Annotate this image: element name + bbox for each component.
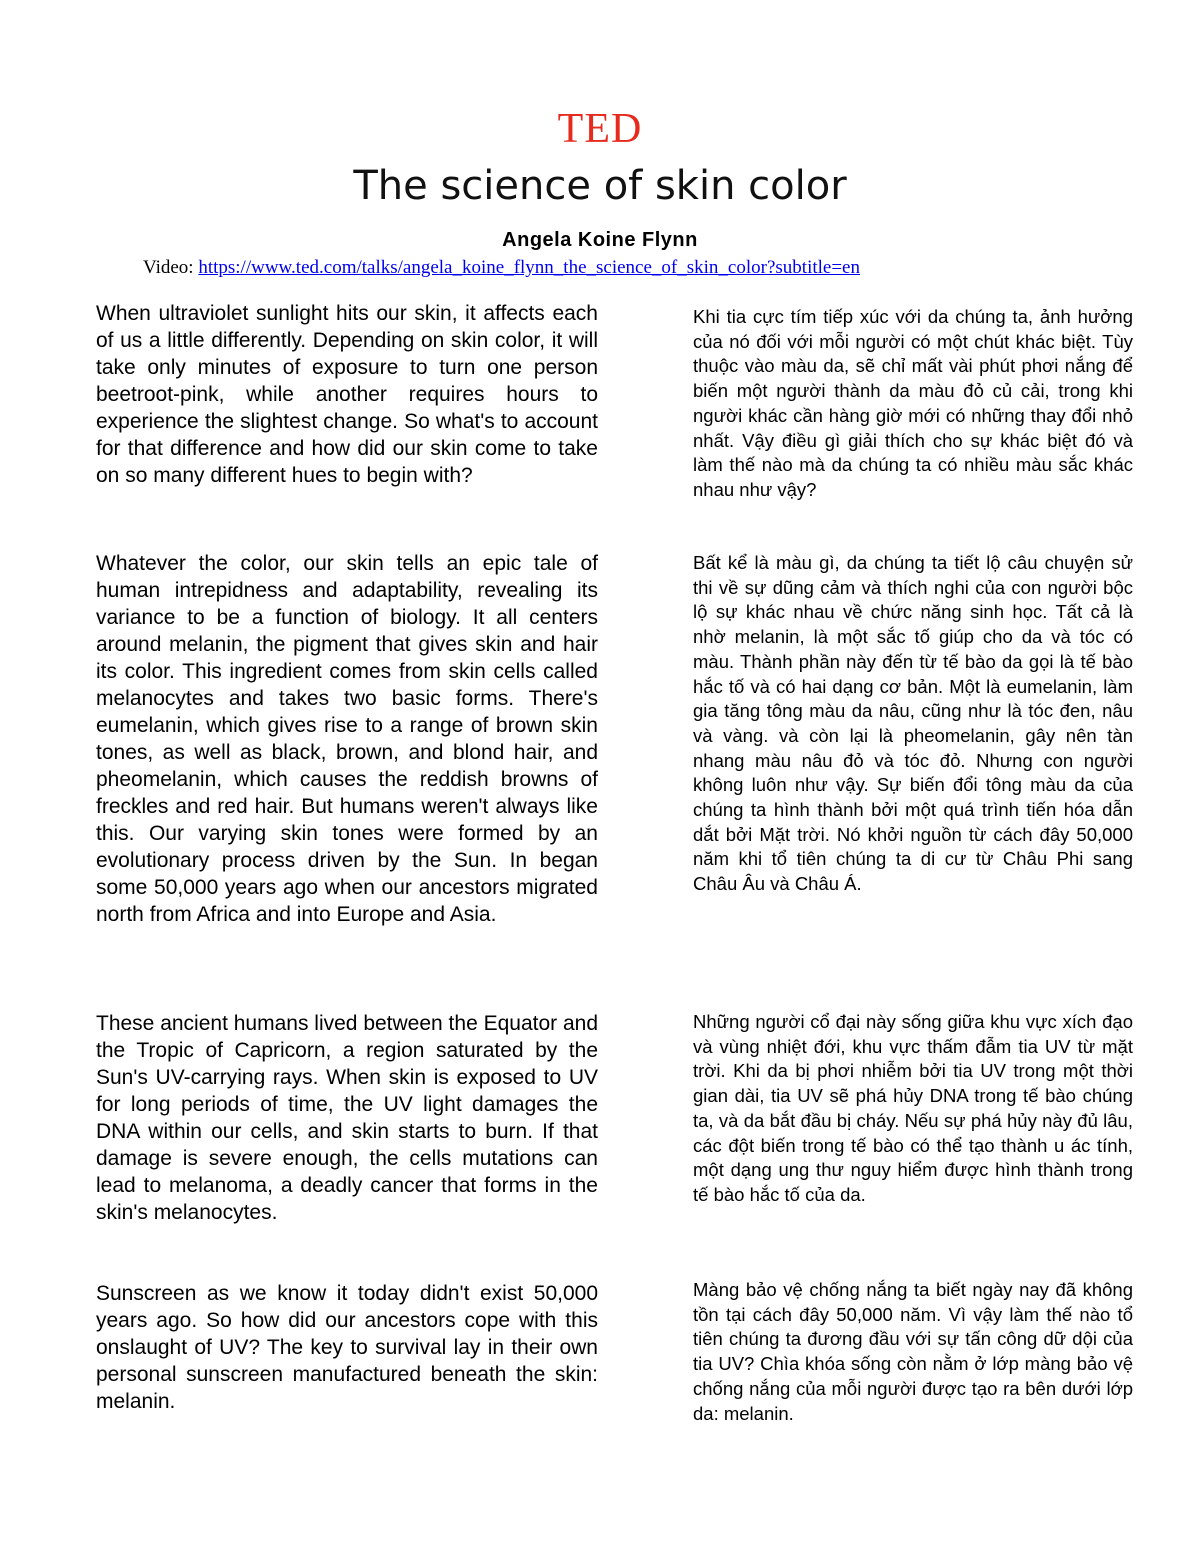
vietnamese-paragraph-4: Màng bảo vệ chống nắng ta biết ngày nay đã không tồn tại cách đây 50,000 năm. Vì vậy làm thế nào tổ tiên chúng ta đương đầu với sự tấn công dữ dội của tia UV? Chìa khóa sống còn nằm ở lớp màng bảo vệ chống nắng của mỗi người được tạo ra bên dưới lớp da: melanin.	[693, 1279, 1133, 1424]
video-label: Video:	[143, 257, 199, 278]
english-paragraph-1: When ultraviolet sunlight hits our skin, it affects each of us a little differently. Depending on skin color, it will take only minutes of exposure to turn one person beetroot-pink, while another requires hours to experience the slightest change. So what's to account for that difference and how did our skin come to take on so many different hues to begin with?	[96, 302, 598, 487]
english-paragraph-4: Sunscreen as we know it today didn't exist 50,000 years ago. So how did our ancestors cope with this onslaught of UV? The key to survival lay in their own personal sunscreen manufactured beneath the skin: melanin.	[96, 1282, 598, 1413]
vietnamese-paragraph-2: Bất kể là màu gì, da chúng ta tiết lộ câu chuyện sử thi về sự dũng cảm và thích nghi của con người bộc lộ sự khác nhau về chức năng sinh học. Tất cả là nhờ melanin, là một sắc tố giúp cho da và tóc có màu. Thành phần này đến từ tế bào da gọi là tế bào hắc tố và có hai dạng cơ bản. Một là eumelanin, làm gia tăng tông màu da nâu, cũng như là tóc đen, nâu và vàng. và còn lại là pheomelanin, gây nên tàn nhang màu nâu đỏ và tóc đỏ. Nhưng con người không luôn như vậy. Sự biến đổi tông màu da của chúng ta hình thành bởi một quá trình tiến hóa dẫn dắt bởi Mặt trời. Nó khởi nguồn từ cách đây 50,000 năm khi tổ tiên chúng ta di cư từ Châu Phi sang Châu Âu và Châu Á.	[693, 552, 1133, 895]
video-line	[143, 256, 860, 280]
ted-logo: TED	[557, 106, 643, 152]
video-link[interactable]: https://www.ted.com/talks/angela_koine_flynn_the_science_of_skin_color?subtitle=en	[198, 257, 860, 278]
vietnamese-paragraph-1: Khi tia cực tím tiếp xúc với da chúng ta, ảnh hưởng của nó đối với mỗi người có một chút khác biệt. Tùy thuộc vào màu da, sẽ chỉ mất vài phút phơi nắng để biến một người thành da màu đỏ củ cải, trong khi người khác cần hàng giờ mới có những thay đổi nhỏ nhất. Vậy điều gì giải thích cho sự khác biệt đó và làm thế nào mà da chúng ta có nhiều màu sắc khác nhau như vậy?	[693, 306, 1133, 500]
vietnamese-paragraph-3: Những người cổ đại này sống giữa khu vực xích đạo và vùng nhiệt đới, khu vực thấm đẫm tia UV từ mặt trời. Khi da bị phơi nhiễm bởi tia UV trong một thời gian dài, tia UV sẽ phá hủy DNA trong tế bào chúng ta, và da bắt đầu bị cháy. Nếu sự phá hủy này đủ lâu, các đột biến trong tế bào có thể tạo thành u ác tính, một dạng ung thư nguy hiểm được hình thành trong tế bào hắc tố của da.	[693, 1011, 1133, 1205]
english-paragraph-2: Whatever the color, our skin tells an epic tale of human intrepidness and adaptability, revealing its variance to be a function of biology. It all centers around melanin, the pigment that gives skin and hair its color. This ingredient comes from skin cells called melanocytes and takes two basic forms. There's eumelanin, which gives rise to a range of brown skin tones, as well as black, brown, and blond hair, and pheomelanin, which causes the reddish browns of freckles and red hair. But humans weren't always like this. Our varying skin tones were formed by an evolutionary process driven by the Sun. In began some 50,000 years ago when our ancestors migrated north from Africa and into Europe and Asia.	[96, 552, 598, 926]
page-title: The science of skin color	[353, 163, 847, 209]
english-paragraph-3: These ancient humans lived between the Equator and the Tropic of Capricorn, a region saturated by the Sun's UV-carrying rays. When skin is exposed to UV for long periods of time, the UV light damages the DNA within our cells, and skin starts to burn. If that damage is severe enough, the cells mutations can lead to melanoma, a deadly cancer that forms in the skin's melanocytes.	[96, 1012, 599, 1224]
author-name: Angela Koine Flynn	[502, 229, 698, 251]
